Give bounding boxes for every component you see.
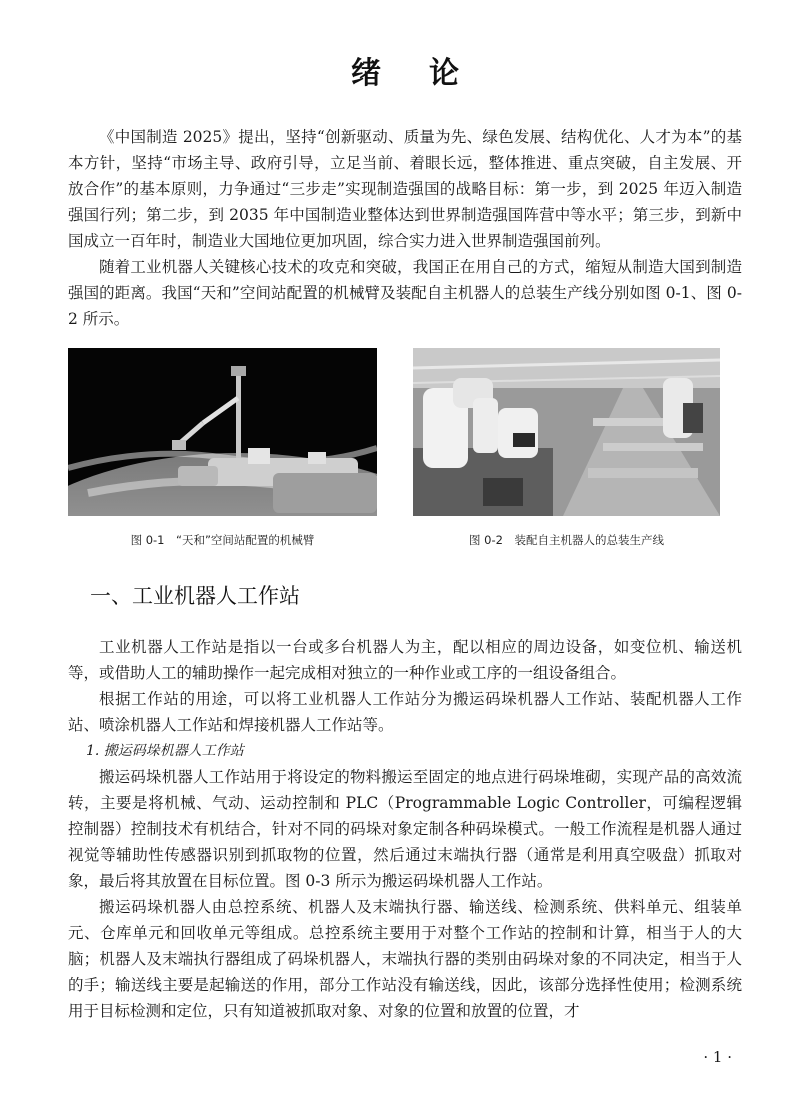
assembly-line-image bbox=[413, 348, 720, 516]
intro-paragraph-1: 《中国制造 2025》提出，坚持“创新驱动、质量为先、绿色发展、结构优化、人才为本”的基本方针，坚持“市场主导、政府引导，立足当前、着眼长远，整体推进、重点突破，自主发展、开放合作”的基本原则，力争通过“三步走”实现制造强国的战略目标：第一步，到 2025 年迈入制造强国行列；第二步，到 2035 年中国制造业整体达到世界制造强国阵营中等水平；第三步，到新中国成立一百年时，制造业大国地位更加巩固，综合实力进入世界制造强国前列。 bbox=[68, 128, 742, 250]
intro-text bbox=[68, 124, 742, 332]
figure-0-2 bbox=[413, 348, 720, 548]
figure-0-2-caption: 图 0-2 装配自主机器人的总装生产线 bbox=[469, 533, 664, 547]
page-number: · 1 · bbox=[703, 1048, 732, 1066]
subsection-paragraph-2: 搬运码垛机器人由总控系统、机器人及末端执行器、输送线、检测系统、供料单元、组装单元、仓库单元和回收单元等组成。总控系统主要用于对整个工作站的控制和计算，相当于人的大脑；机器人及末端执行器组成了码垛机器人，末端执行器的类别由码垛对象的不同决定，相当于人的手；输送线主要是起输送的作用，部分工作站没有输送线，因此，该部分选择性使用；检测系统用于目标检测和定位，只有知道被抓取对象、对象的位置和放置的位置，才 bbox=[68, 898, 742, 1020]
intro-paragraph-2: 随着工业机器人关键核心技术的攻克和突破，我国正在用自己的方式，缩短从制造大国到制造强国的距离。我国“天和”空间站配置的机械臂及装配自主机器人的总装生产线分别如图 0-1、图 0-2 所示。 bbox=[68, 258, 742, 328]
figure-0-1-caption: 图 0-1 “天和”空间站配置的机械臂 bbox=[130, 533, 315, 547]
figures-row bbox=[68, 348, 742, 548]
section-paragraph-2: 根据工作站的用途，可以将工业机器人工作站分为搬运码垛机器人工作站、装配机器人工作站、喷涂机器人工作站和焊接机器人工作站等。 bbox=[68, 690, 742, 734]
figure-0-1 bbox=[68, 348, 377, 548]
section-title: 一、工业机器人工作站 bbox=[90, 584, 300, 608]
section-paragraph-1: 工业机器人工作站是指以一台或多台机器人为主，配以相应的周边设备，如变位机、输送机等，或借助人工的辅助操作一起完成相对独立的一种作业或工序的一组设备组合。 bbox=[68, 638, 742, 682]
section-text bbox=[68, 634, 742, 1024]
space-station-arm-image bbox=[68, 348, 377, 516]
subsection-title: 1. 搬运码垛机器人工作站 bbox=[86, 743, 244, 759]
subsection-paragraph-1: 搬运码垛机器人工作站用于将设定的物料搬运至固定的地点进行码垛堆砌，实现产品的高效流转，主要是将机械、气动、运动控制和 PLC（Programmable Logic Controller，可编程逻辑控制器）控制技术有机结合，针对不同的码垛对象定制各种码垛模式。一般工作流程是机器人通过视觉等辅助性传感器识别到抓取物的位置，然后通过末端执行器（通常是利用真空吸盘）抓取对象，最后将其放置在目标位置。图 0-3 所示为搬运码垛机器人工作站。 bbox=[68, 768, 742, 890]
chapter-title: 绪论 bbox=[351, 56, 507, 91]
